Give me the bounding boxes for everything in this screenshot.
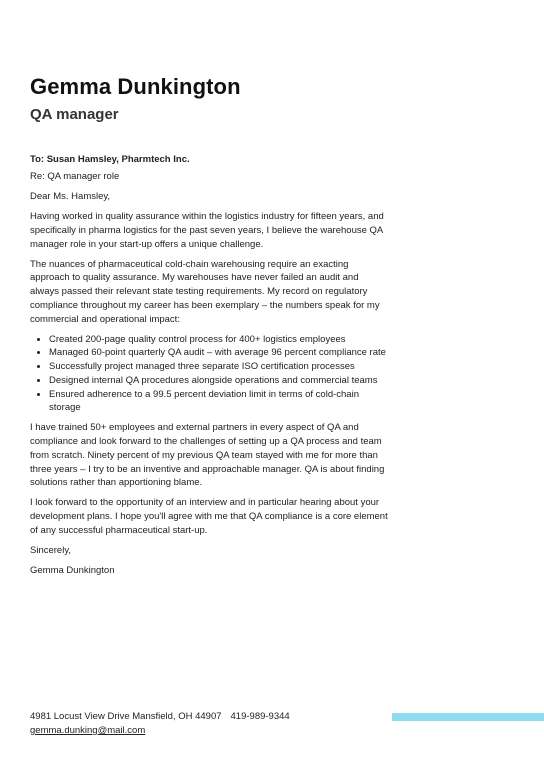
list-item: • Created 200-page quality control process for 400+ logistics employees — [49, 333, 388, 347]
greeting: Dear Ms. Hamsley, — [30, 190, 111, 202]
paragraph-record: The nuances of pharmaceutical cold-chain warehousing require an exacting approach to quality assurance. My warehouses have never failed an audit and always passed their relevant state testing requirements. My record on regulatory compliance throughout my career has been exemplary – the numbers speak for my commercial and operational impact: — [30, 258, 380, 325]
list-item: • Successfully project managed three separate ISO certification processes — [49, 360, 388, 374]
paragraph-intro: Having worked in quality assurance within the logistics industry for fifteen years, and specifically in pharma logistics for the past seven years, I believe the warehouse QA manager role in your start-up offers a unique challenge. — [30, 211, 384, 250]
email-link[interactable]: gemma.dunking@mail.com — [30, 725, 146, 736]
subject-line: Re: QA manager role — [30, 170, 120, 182]
paragraph-training: I have trained 50+ employees and external partners in every aspect of QA and compliance and look forward to the challenges of setting up a QA process and team from scratch. Ninety percent of my previous QA team stayed with me for more than three years – I try to be an inventive and approachable manager. QA is about finding solutions rather than apportioning blame. — [30, 422, 385, 489]
letter-body — [30, 153, 388, 584]
achievements-list — [30, 333, 388, 415]
applicant-role: QA manager — [30, 106, 119, 123]
list-item: • Ensured adherence to a 99.5 percent deviation limit in terms of cold-chain storage — [49, 388, 388, 415]
accent-bar — [392, 713, 544, 721]
recipient-line: To: Susan Hamsley, Pharmtech Inc. — [30, 154, 190, 165]
address-line — [30, 710, 290, 724]
email-line — [30, 724, 290, 738]
phone: 419-989-9344 — [230, 711, 290, 722]
address: 4981 Locust View Drive Mansfield, OH 44907 — [30, 711, 222, 722]
closing-salutation: Sincerely, — [30, 545, 72, 557]
list-item: • Managed 60-point quarterly QA audit – with average 96 percent compliance rate — [49, 346, 388, 360]
paragraph-closing: I look forward to the opportunity of an interview and in particular hearing about your development plans. I hope you'll agree with me that QA compliance is a core element of any successful pharmaceutical start-up. — [30, 497, 388, 536]
contact-footer — [30, 710, 290, 738]
signature: Gemma Dunkington — [30, 565, 115, 577]
applicant-name: Gemma Dunkington — [30, 74, 241, 99]
list-item: • Designed internal QA procedures alongside operations and commercial teams — [49, 374, 388, 388]
